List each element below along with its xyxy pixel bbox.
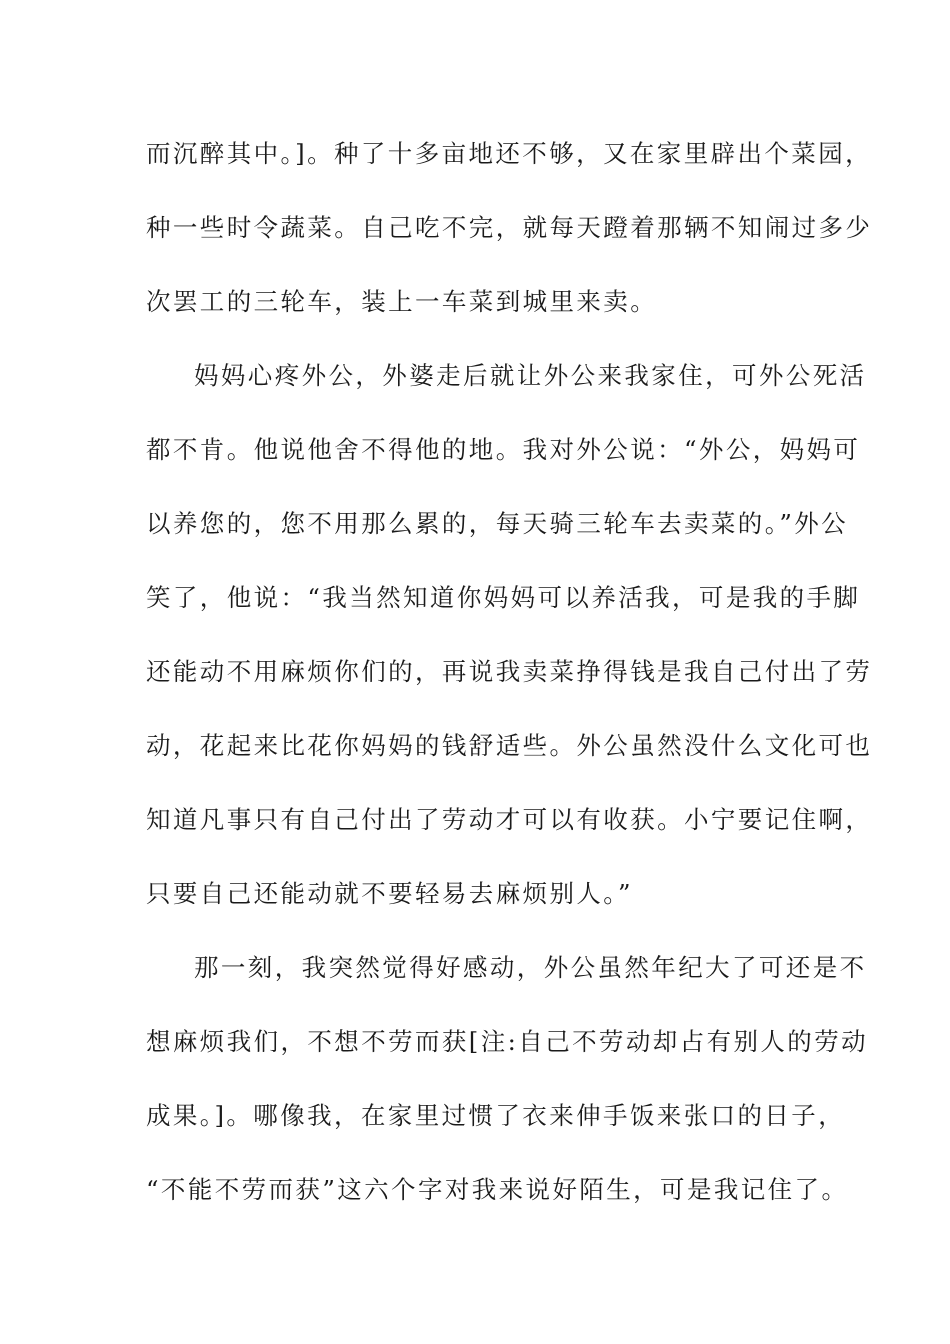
text-line: “不能不劳而获”这六个字对我来说好陌生，可是我记住了。 [146,1175,849,1204]
text-line: 动，花起来比花你妈妈的钱舒适些。外公虽然没什么文化可也 [146,731,873,760]
text-line: 只要自己还能动就不要轻易去麻烦别人。” [146,879,633,908]
text-line: 笑了，他说：“我当然知道你妈妈可以养活我，可是我的手脚 [146,583,861,612]
text-line: 想麻烦我们，不想不劳而获[注:自己不劳动却占有别人的劳动 [146,1027,869,1056]
paragraph-first-line: 妈妈心疼外公，外婆走后就让外公来我家住，可外公死活 [194,361,867,390]
text-line: 知道凡事只有自己付出了劳动才可以有收获。小宁要记住啊， [146,805,873,834]
text-line: 以养您的，您不用那么累的，每天骑三轮车去卖菜的。”外公 [146,509,849,538]
text-line: 成果。]。哪像我，在家里过惯了衣来伸手饭来张口的日子， [146,1101,846,1130]
paragraph-first-line: 那一刻，我突然觉得好感动，外公虽然年纪大了可还是不 [194,953,867,982]
text-line: 次罢工的三轮车，装上一车菜到城里来卖。 [146,287,658,316]
document-body [146,130,873,1240]
text-line: 都不肯。他说他舍不得他的地。我对外公说：“外公，妈妈可 [146,435,861,464]
text-line: 还能动不用麻烦你们的，再说我卖菜挣得钱是我自己付出了劳 [146,657,873,686]
text-line: 而沉醉其中。]。种了十多亩地还不够，又在家里辟出个菜园， [146,139,873,168]
text-line: 种一些时令蔬菜。自己吃不完，就每天蹬着那辆不知闹过多少 [146,213,873,242]
